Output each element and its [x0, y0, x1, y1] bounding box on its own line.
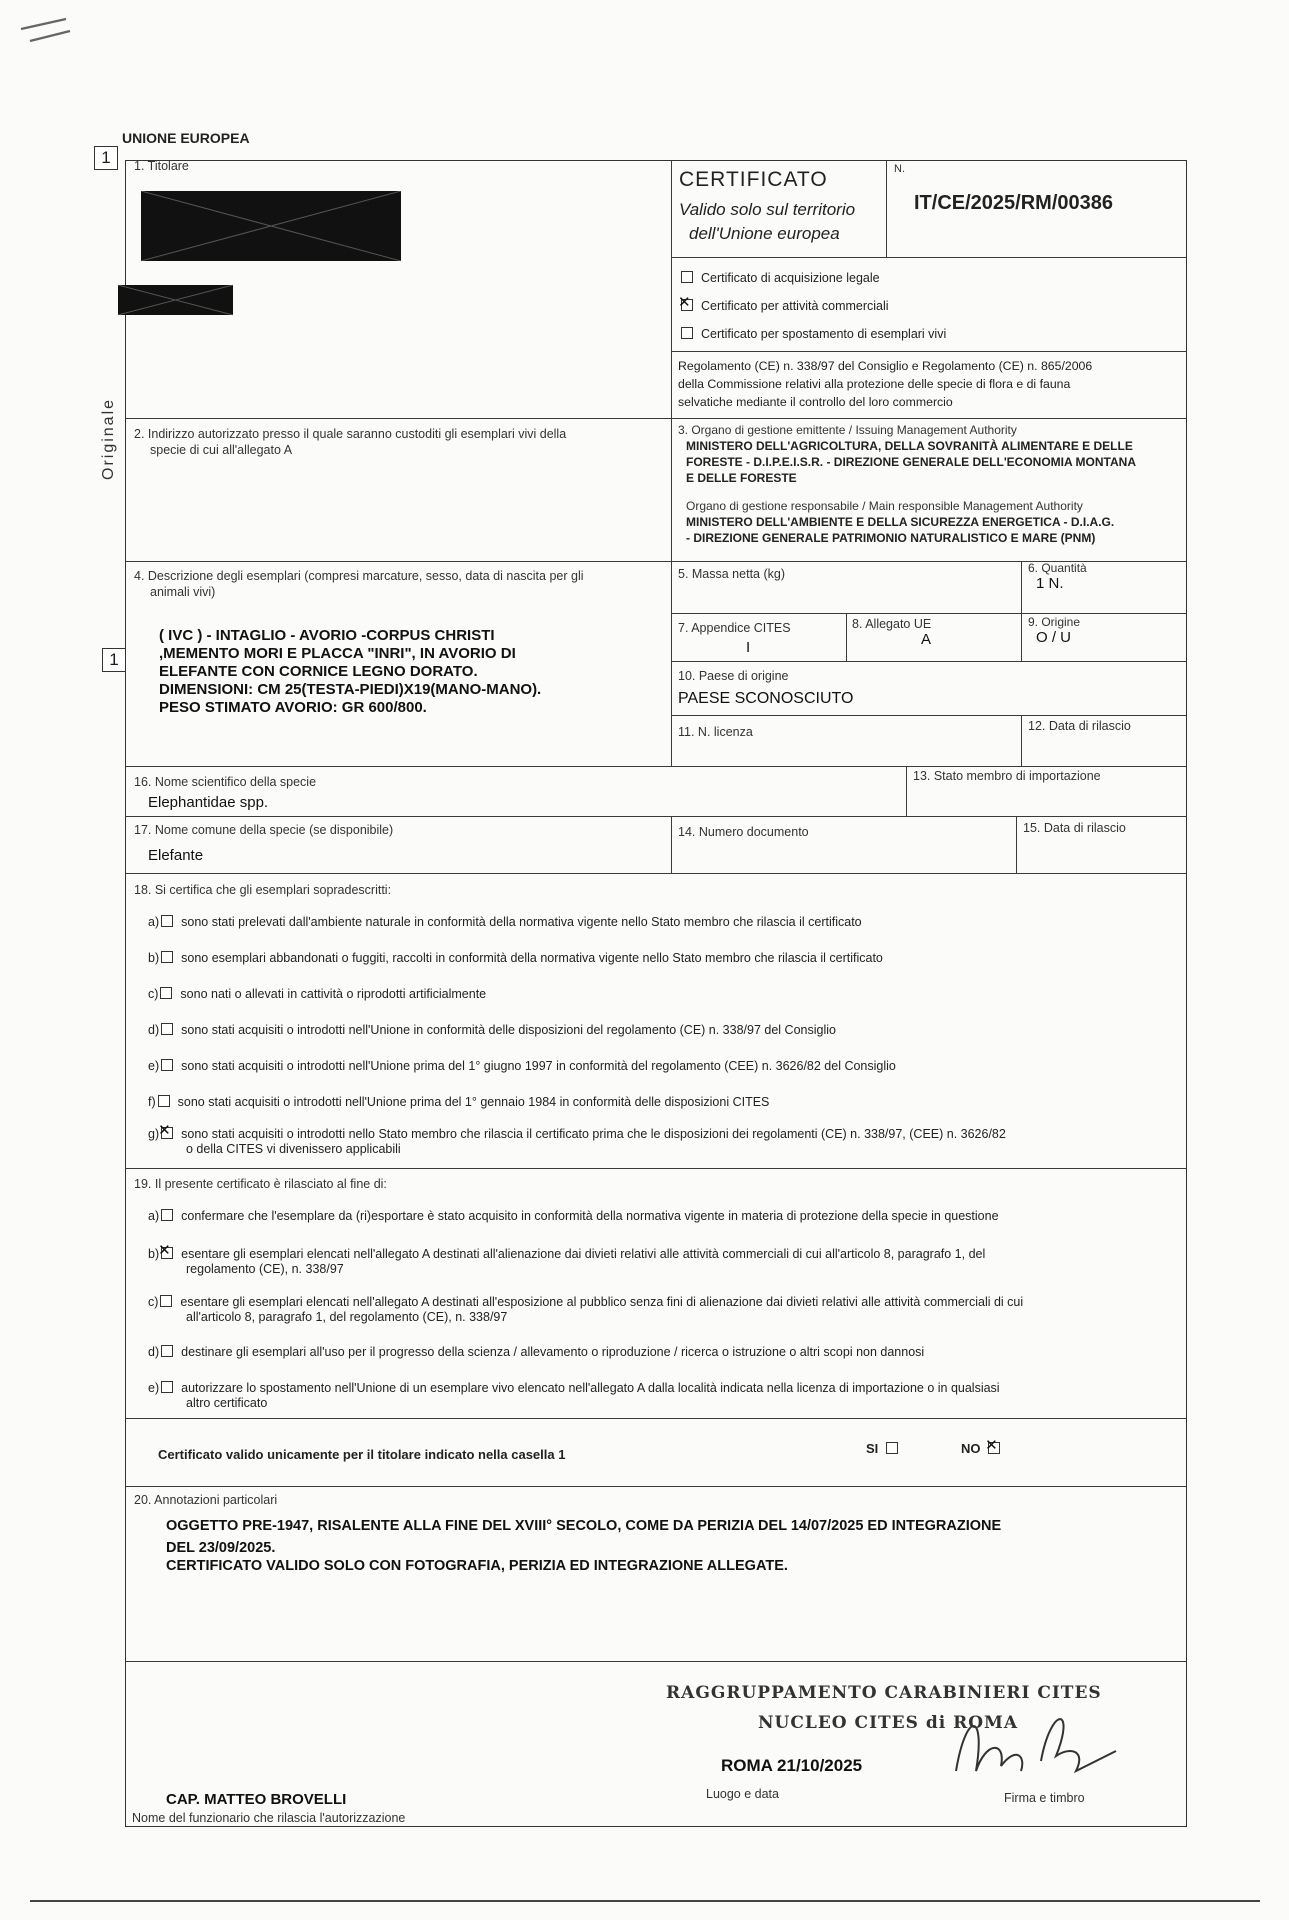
- certificate-validity-2: dell'Unione europea: [689, 224, 840, 243]
- box19-item-b[interactable]: b)✕ esentare gli esemplari elencati nell'allegato A destinati all'alienazione dai divieti relativi alle attività commerciali di cui all'articolo 8, paragrafo 1, del: [148, 1247, 985, 1261]
- checkbox[interactable]: [161, 1345, 173, 1357]
- responsible-authority-2: - DIREZIONE GENERALE PATRIMONIO NATURALISTICO E MARE (PNM): [686, 531, 1096, 545]
- annotation-line-2: DEL 23/09/2025.: [166, 1540, 276, 1556]
- checkbox-checked[interactable]: [161, 1247, 173, 1259]
- certificate-validity-1: Valido solo sul territorio: [679, 200, 856, 219]
- box19-item-c-cont: all'articolo 8, paragrafo 1, del regolamento (CE), n. 338/97: [186, 1310, 508, 1324]
- origin-country-value: PAESE SCONOSCIUTO: [678, 690, 854, 707]
- box7-label: 7. Appendice CITES: [678, 621, 791, 635]
- box9-label: 9. Origine: [1028, 615, 1081, 629]
- box16-label: 16. Nome scientifico della specie: [134, 775, 317, 789]
- box19-item-e[interactable]: e) autorizzare lo spostamento nell'Unione di un esemplare vivo elencato nell'allegato A dalla località indicata nella licenza di importazione o in qualsiasi: [148, 1381, 1000, 1395]
- checkbox[interactable]: [160, 987, 172, 999]
- box14-label: 14. Numero documento: [678, 825, 809, 839]
- cert-type-commercial[interactable]: ✕Certificato per attività commerciali: [681, 299, 889, 313]
- holder-only-no[interactable]: NO ✕: [961, 1441, 1008, 1456]
- signature-scribble: [946, 1701, 1146, 1791]
- checkbox[interactable]: [161, 1381, 173, 1393]
- issuing-authority-3: E DELLE FORESTE: [686, 471, 797, 485]
- box19-item-c[interactable]: c) esentare gli esemplari elencati nell'allegato A destinati all'esposizione al pubblico senza fini di alienazione dai divieti relativi alle attività commerciali di cui: [148, 1295, 1024, 1309]
- regulation-line-1: Regolamento (CE) n. 338/97 del Consiglio e Regolamento (CE) n. 865/2006: [678, 359, 1093, 373]
- issuing-authority-2: FORESTE - D.I.P.E.I.S.R. - DIREZIONE GENERALE DELL'ECONOMIA MONTANA: [686, 455, 1136, 469]
- union-title: UNIONE EUROPEA: [122, 130, 250, 146]
- box8-label: 8. Allegato UE: [852, 617, 932, 631]
- box18-item-d[interactable]: d) sono stati acquisiti o introdotti nell'Unione in conformità delle disposizioni del regolamento (CE) n. 338/97 del Consiglio: [148, 1023, 836, 1037]
- responsible-authority-1: MINISTERO DELL'AMBIENTE E DELLA SICUREZZA ENERGETICA - D.I.A.G.: [686, 515, 1115, 529]
- copy-number-lower: 1: [102, 648, 126, 672]
- checkbox[interactable]: [158, 1095, 170, 1107]
- sign-label: Firma e timbro: [1004, 1791, 1085, 1805]
- annotation-line-3: CERTIFICATO VALIDO SOLO CON FOTOGRAFIA, PERIZIA ED INTEGRAZIONE ALLEGATE.: [166, 1558, 788, 1574]
- description-line-2: ,MEMENTO MORI E PLACCA "INRI", IN AVORIO DI: [159, 645, 516, 662]
- box19-item-e-cont: altro certificato: [186, 1396, 268, 1410]
- box19-label: 19. Il presente certificato è rilasciato al fine di:: [134, 1177, 387, 1191]
- scan-mark: [18, 15, 73, 55]
- box18-item-c[interactable]: c) sono nati o allevati in cattività o riprodotti artificialmente: [148, 987, 487, 1001]
- box2-label-1: 2. Indirizzo autorizzato presso il quale saranno custoditi gli esemplari vivi della: [134, 427, 567, 441]
- holder-only-label: Certificato valido unicamente per il titolare indicato nella casella 1: [158, 1447, 566, 1462]
- box18-item-g[interactable]: g)✕ sono stati acquisiti o introdotti nello Stato membro che rilascia il certificato prima che le disposizioni dei regolamenti (CE) n. 338/97, (CEE) n. 3626/82: [148, 1127, 1006, 1141]
- box3-label: 3. Organo di gestione emittente / Issuing Management Authority: [678, 423, 1017, 437]
- regulation-line-2: della Commissione relativi alla protezione delle specie di flora e di fauna: [678, 377, 1071, 391]
- common-name-value: Elefante: [148, 847, 204, 864]
- box11-label: 11. N. licenza: [678, 725, 753, 739]
- description-line-5: PESO STIMATO AVORIO: GR 600/800.: [159, 699, 427, 716]
- box1-label: 1. Titolare: [134, 159, 189, 173]
- box19-item-b-cont: regolamento (CE), n. 338/97: [186, 1262, 344, 1276]
- place-date-value: ROMA 21/10/2025: [721, 1756, 863, 1775]
- box18-item-b[interactable]: b) sono esemplari abbandonati o fuggiti, raccolti in conformità della normativa vigente nello Stato membro che rilascia il certificato: [148, 951, 883, 965]
- stamp-line-2: NUCLEO CITES di ROMA: [758, 1713, 1019, 1733]
- box5-label: 5. Massa netta (kg): [678, 567, 785, 581]
- box6-label: 6. Quantità: [1028, 561, 1087, 575]
- eu-annex-value: A: [921, 631, 932, 648]
- checkbox[interactable]: [886, 1442, 898, 1454]
- checkbox[interactable]: [160, 1295, 172, 1307]
- copy-number: 1: [94, 146, 118, 170]
- checkbox-checked[interactable]: [161, 1127, 173, 1139]
- checkbox[interactable]: [161, 1209, 173, 1221]
- box19-item-d[interactable]: d) destinare gli esemplari all'uso per il progresso della scienza / allevamento o riproduzione / ricerca o istruzione o altri scopi non dannosi: [148, 1345, 925, 1359]
- box18-item-f[interactable]: f) sono stati acquisiti o introdotti nell'Unione prima del 1° gennaio 1984 in conformità delle disposizioni CITES: [148, 1095, 770, 1109]
- box4-label-2: animali vivi): [150, 585, 216, 599]
- box4-label-1: 4. Descrizione degli esemplari (compresi marcature, sesso, data di nascita per gli: [134, 569, 584, 583]
- box2-label-2: specie di cui all'allegato A: [150, 443, 293, 457]
- checkbox[interactable]: [681, 327, 693, 339]
- box20-label: 20. Annotazioni particolari: [134, 1493, 278, 1507]
- holder-only-yes[interactable]: SI: [866, 1441, 906, 1456]
- box18-item-e[interactable]: e) sono stati acquisiti o introdotti nell'Unione prima del 1° giugno 1997 in conformità del regolamento (CEE) n. 3626/82 del Consiglio: [148, 1059, 896, 1073]
- issuing-authority-1: MINISTERO DELL'AGRICOLTURA, DELLA SOVRANITÀ ALIMENTARE E DELLE: [686, 439, 1133, 453]
- checkbox-checked[interactable]: [988, 1442, 1000, 1454]
- box13-label: 13. Stato membro di importazione: [913, 769, 1101, 783]
- stamp-line-1: RAGGRUPPAMENTO CARABINIERI CITES: [666, 1683, 1102, 1703]
- checkbox[interactable]: [161, 915, 173, 927]
- annotation-line-1: OGGETTO PRE-1947, RISALENTE ALLA FINE DEL XVIII° SECOLO, COME DA PERIZIA DEL 14/07/2025 ED INTEGRAZIONE: [166, 1518, 1002, 1534]
- box19-item-a[interactable]: a) confermare che l'esemplare da (ri)esportare è stato acquisito in conformità della normativa vigente in materia di protezione della specie in questione: [148, 1209, 999, 1223]
- checkbox-checked[interactable]: [681, 299, 693, 311]
- certificate-form: [125, 160, 1187, 1827]
- description-line-4: DIMENSIONI: CM 25(TESTA-PIEDI)X19(MANO-MANO).: [159, 681, 542, 698]
- box15-label: 15. Data di rilascio: [1023, 821, 1126, 835]
- checkbox[interactable]: [161, 1023, 173, 1035]
- certificate-title: CERTIFICATO: [679, 168, 828, 191]
- description-line-1: ( IVC ) - INTAGLIO - AVORIO -CORPUS CHRISTI: [159, 627, 495, 644]
- quantity-value: 1 N.: [1036, 575, 1064, 592]
- regulation-line-3: selvatiche mediante il controllo del loro commercio: [678, 395, 953, 409]
- bottom-rule: [30, 1900, 1260, 1902]
- box10-label: 10. Paese di origine: [678, 669, 789, 683]
- cert-type-live-movement[interactable]: Certificato per spostamento di esemplari vivi: [681, 327, 946, 341]
- holder-address-redaction: [118, 285, 233, 315]
- scientific-name-value: Elephantidae spp.: [148, 794, 269, 811]
- box17-label: 17. Nome comune della specie (se disponibile): [134, 823, 394, 837]
- description-line-3: ELEFANTE CON CORNICE LEGNO DORATO.: [159, 663, 478, 680]
- box12-label: 12. Data di rilascio: [1028, 719, 1131, 733]
- box18-label: 18. Si certifica che gli esemplari sopradescritti:: [134, 883, 392, 897]
- checkbox[interactable]: [161, 951, 173, 963]
- official-name-value: CAP. MATTEO BROVELLI: [166, 1791, 347, 1808]
- original-vertical-label: Originale: [100, 397, 117, 480]
- cert-type-legal[interactable]: Certificato di acquisizione legale: [681, 271, 880, 285]
- place-date-label: Luogo e data: [706, 1787, 779, 1801]
- official-name-label: Nome del funzionario che rilascia l'autorizzazione: [132, 1811, 406, 1825]
- cites-appendix-value: I: [746, 639, 751, 656]
- box18-item-a[interactable]: a) sono stati prelevati dall'ambiente naturale in conformità della normativa vigente nello Stato membro che rilascia il certificato: [148, 915, 862, 929]
- checkbox[interactable]: [681, 271, 693, 283]
- box18-item-g-cont: o della CITES vi divenissero applicabili: [186, 1142, 401, 1156]
- responsible-authority-label: Organo di gestione responsabile / Main responsible Management Authority: [686, 499, 1083, 513]
- certificate-number: IT/CE/2025/RM/00386: [914, 192, 1113, 214]
- holder-name-redaction: [141, 191, 401, 261]
- certificate-n-label: N.: [894, 163, 905, 175]
- checkbox[interactable]: [161, 1059, 173, 1071]
- origin-value: O / U: [1036, 629, 1072, 646]
